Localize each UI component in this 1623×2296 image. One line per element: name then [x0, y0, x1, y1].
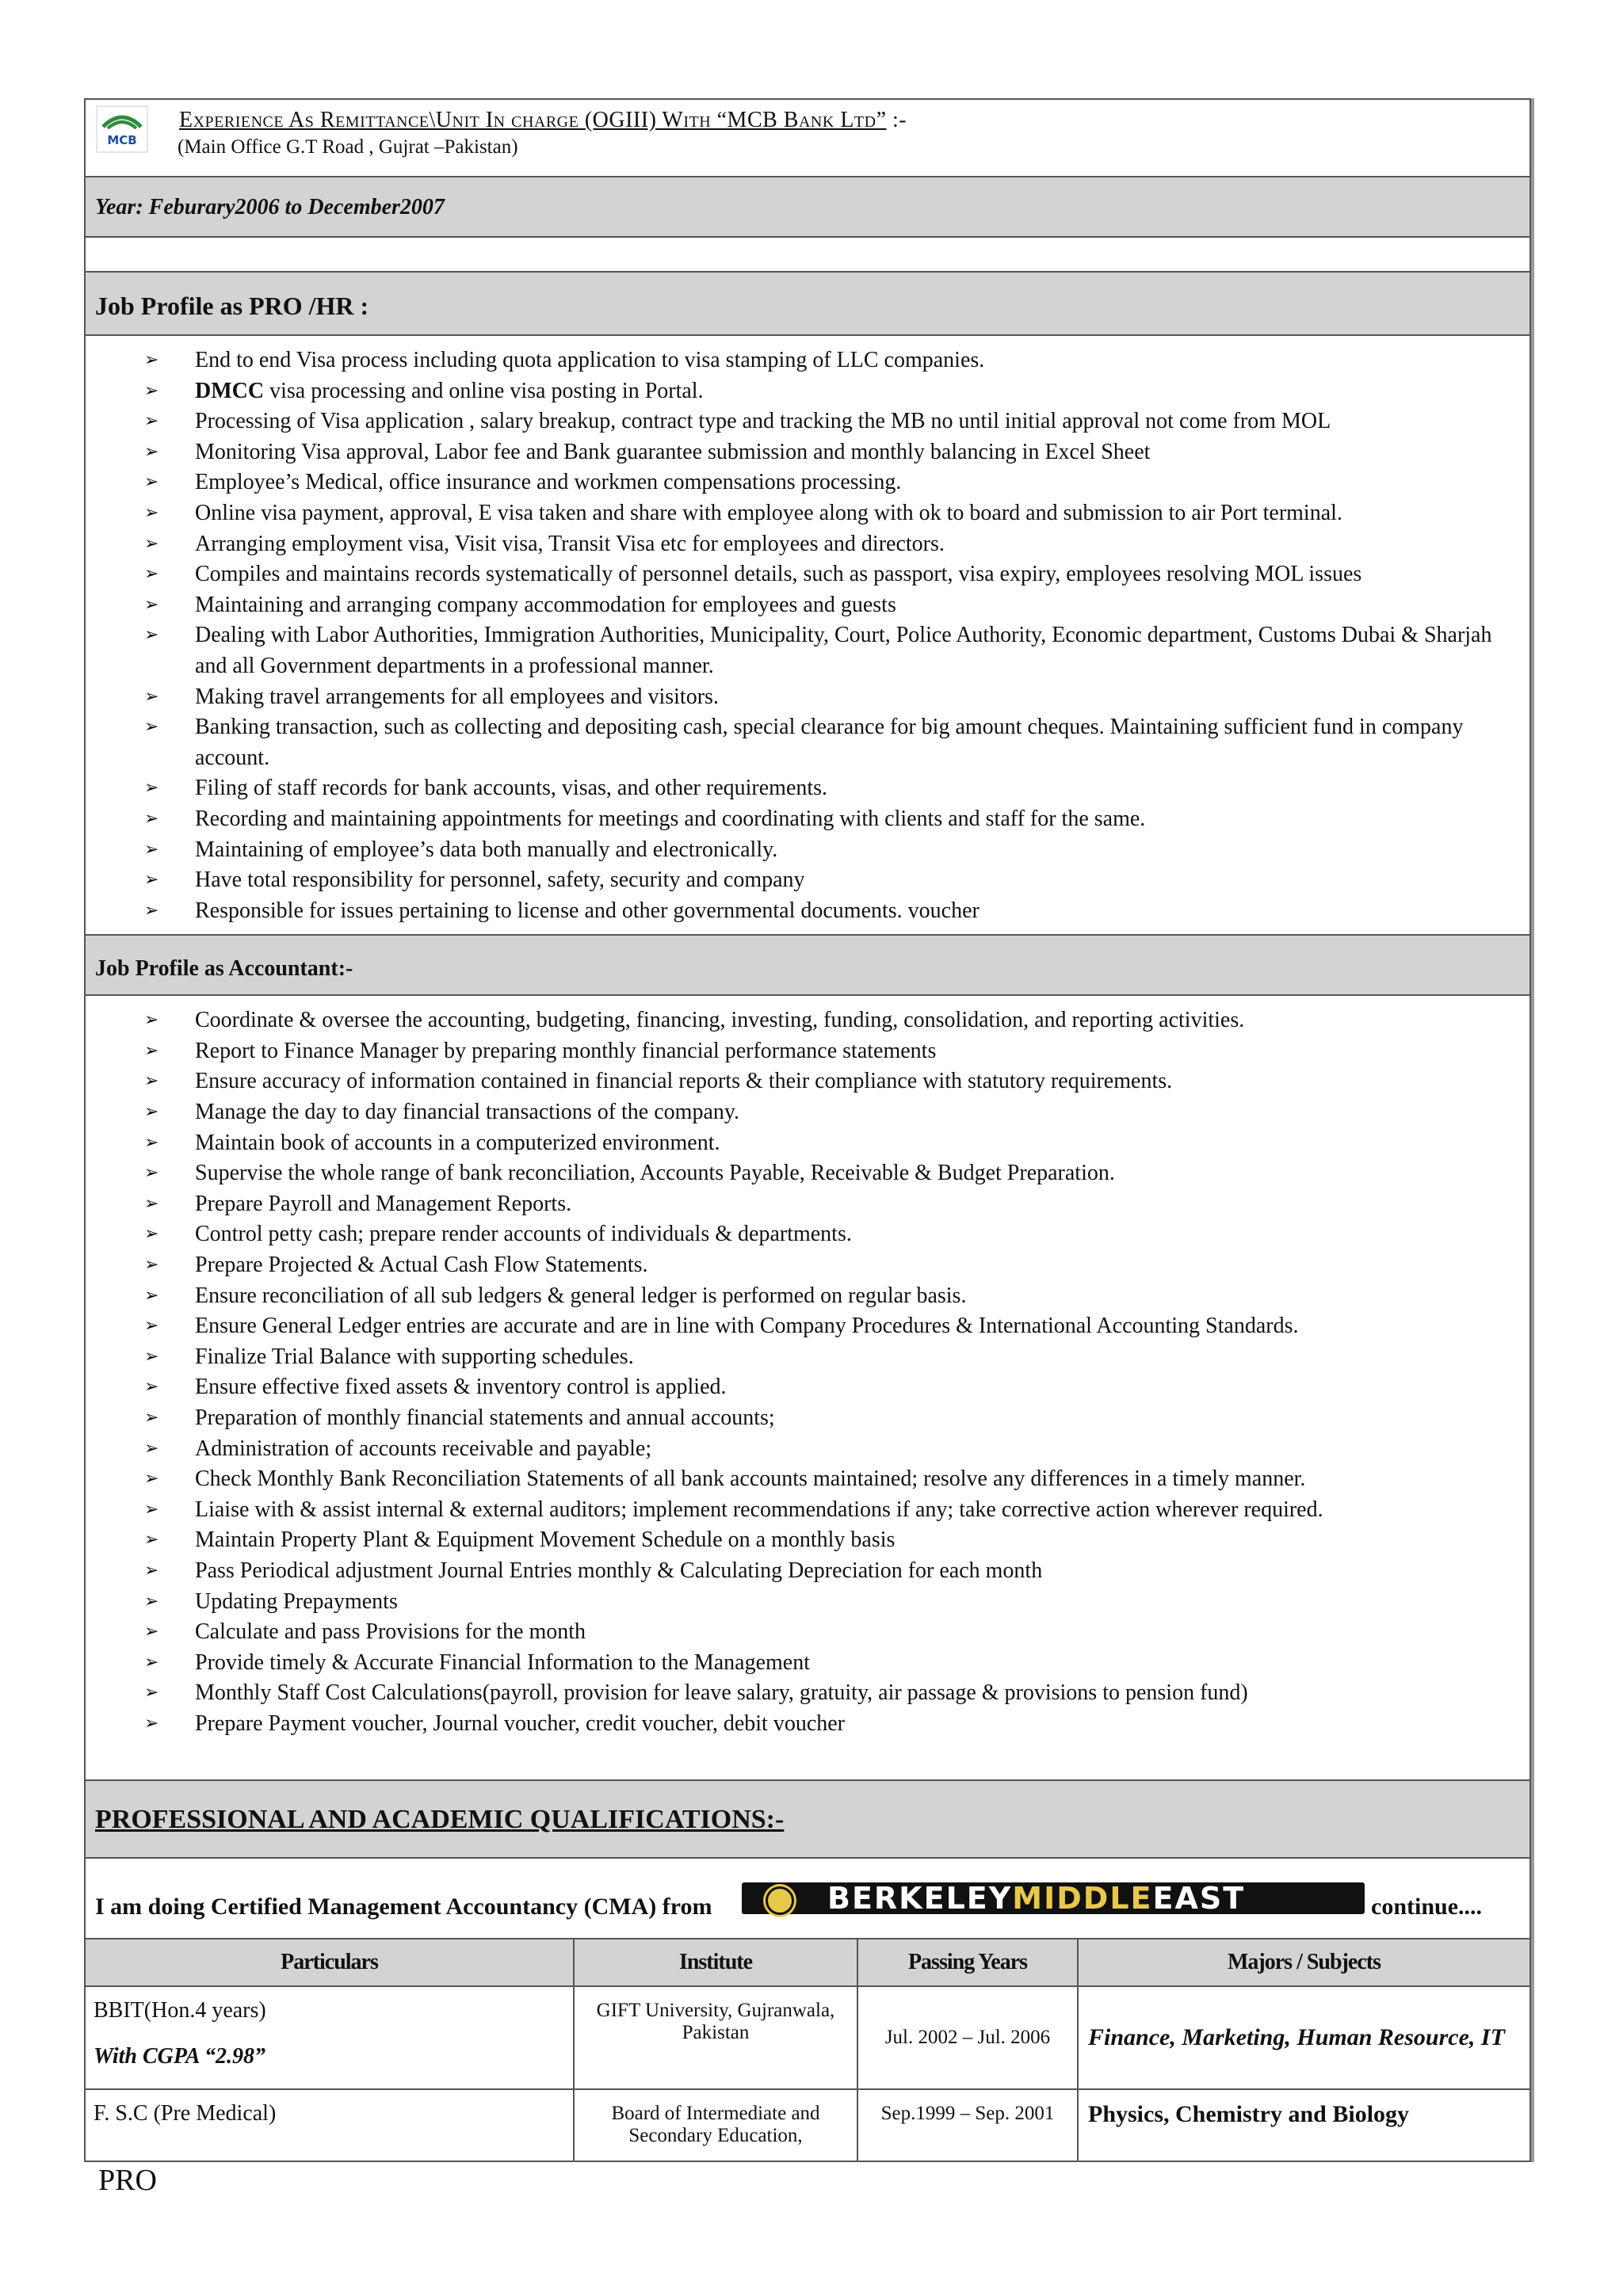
list-item: ➢ Liaise with & assist internal & external auditors; implement recommendations if any; take corrective action wherever required. — [86, 1495, 1514, 1526]
table-row — [86, 2089, 1529, 2161]
pro-hr-heading: Job Profile as PRO /HR : — [95, 292, 369, 320]
experience-title: Experience As Remittance\Unit In charge (OGIII) With “MCB Bank Ltd” :- — [179, 108, 907, 132]
list-item: ➢ Manage the day to day financial transactions of the company. — [86, 1097, 1514, 1128]
experience-header — [86, 100, 1529, 177]
pro-hr-list-row — [86, 336, 1529, 936]
table-row — [86, 1986, 1529, 2089]
list-item: ➢ Employee’s Medical, office insurance and workmen compensations processing. — [86, 467, 1514, 498]
list-item: ➢ Dealing with Labor Authorities, Immigration Authorities, Municipality, Court, Police Authority, Economic department, Customs Dubai & Sharjah and all Government departments in a professional manner. — [86, 620, 1514, 681]
list-item: ➢ Ensure General Ledger entries are accurate and are in line with Company Procedures & International Accounting Standards. — [86, 1311, 1514, 1342]
list-item: ➢ Banking transaction, such as collecting and depositing cash, special clearance for big amount cheques. Maintaining sufficient fund in company account. — [86, 712, 1514, 773]
cma-row — [86, 1859, 1529, 1938]
particular-cell: F. S.C (Pre Medical) — [86, 2089, 574, 2161]
list-item: ➢ Ensure effective fixed assets & inventory control is applied. — [86, 1372, 1514, 1403]
qualifications-heading: PROFESSIONAL AND ACADEMIC QUALIFICATIONS:- — [95, 1804, 785, 1834]
list-item: ➢ End to end Visa process including quota application to visa stamping of LLC companies. — [86, 345, 1514, 376]
particular-cell — [86, 1986, 574, 2089]
list-item: ➢ Prepare Payroll and Management Reports. — [86, 1189, 1514, 1220]
list-item: ➢ Maintain Property Plant & Equipment Movement Schedule on a monthly basis — [86, 1525, 1514, 1556]
list-item: ➢ Arranging employment visa, Visit visa, Transit Visa etc for employees and directors. — [86, 529, 1514, 560]
list-item: ➢ Ensure reconciliation of all sub ledgers & general ledger is performed on regular basis. — [86, 1281, 1514, 1312]
list-item: ➢ Recording and maintaining appointments for meetings and coordinating with clients and staff for the same. — [86, 804, 1514, 835]
list-item: ➢ Monitoring Visa approval, Labor fee and Bank guarantee submission and monthly balancing in Excel Sheet — [86, 437, 1514, 468]
footer-text: PRO — [98, 2164, 157, 2197]
list-item: ➢ Check Monthly Bank Reconciliation Statements of all bank accounts maintained; resolve any differences in a timely manner. — [86, 1464, 1514, 1495]
list-item: ➢ Finalize Trial Balance with supporting schedules. — [86, 1342, 1514, 1373]
pro-hr-heading-row — [86, 273, 1529, 336]
qualifications-heading-row — [86, 1781, 1529, 1859]
year-range: Year: Feburary2006 to December2007 — [95, 195, 445, 219]
resume-frame — [84, 98, 1531, 2162]
blank-row — [86, 238, 1529, 273]
list-item: ➢ Supervise the whole range of bank reconciliation, Accounts Payable, Receivable & Budget Preparation. — [86, 1158, 1514, 1189]
majors-cell: Physics, Chemistry and Biology — [1078, 2089, 1529, 2161]
list-item: ➢ Compiles and maintains records systematically of personnel details, such as passport, visa expiry, employees resolving MOL issues — [86, 559, 1514, 590]
list-item: ➢ Filing of staff records for bank accounts, visas, and other requirements. — [86, 773, 1514, 804]
list-item: ➢ Maintaining and arranging company accommodation for employees and guests — [86, 590, 1514, 621]
list-item: ➢ Making travel arrangements for all employees and visitors. — [86, 682, 1514, 713]
list-item: ➢ Online visa payment, approval, E visa taken and share with employee along with ok to board and submission to air Port terminal. — [86, 498, 1514, 529]
accountant-heading-row — [86, 936, 1529, 996]
berkeley-coin-icon — [766, 1886, 794, 1915]
accountant-list — [86, 996, 1529, 1747]
year-row — [86, 177, 1529, 238]
list-item: ➢ Monthly Staff Cost Calculations(payroll, provision for leave salary, gratuity, air passage & provisions to pension fund) — [86, 1678, 1514, 1709]
accountant-list-row — [86, 996, 1529, 1780]
list-item: ➢ Administration of accounts receivable and payable; — [86, 1434, 1514, 1465]
list-item: ➢ Calculate and pass Provisions for the month — [86, 1617, 1514, 1648]
years-cell: Sep.1999 – Sep. 2001 — [857, 2089, 1078, 2161]
list-item: ➢ Have total responsibility for personnel, safety, security and company — [86, 865, 1514, 896]
list-item: ➢ Ensure accuracy of information contained in financial reports & their compliance with statutory requirements. — [86, 1066, 1514, 1097]
cgpa: With CGPA “2.98” — [94, 2043, 266, 2069]
list-item: ➢ Provide timely & Accurate Financial Information to the Management — [86, 1648, 1514, 1679]
list-item: ➢ Maintaining of employee’s data both manually and electronically. — [86, 835, 1514, 866]
list-item: ➢ Maintain book of accounts in a computerized environment. — [86, 1128, 1514, 1159]
majors-cell: Finance, Marketing, Human Resource, IT — [1078, 1986, 1529, 2089]
table-header-row — [86, 1939, 1529, 1986]
svg-text:MCB: MCB — [107, 133, 137, 147]
list-item: ➢ Preparation of monthly financial statements and annual accounts; — [86, 1403, 1514, 1434]
column-header: Majors / Subjects — [1078, 1939, 1529, 1986]
institute-cell: GIFT University, Gujranwala, Pakistan — [574, 1986, 857, 2089]
cma-text: I am doing Certified Management Accountancy (CMA) from — [95, 1893, 712, 1920]
mcb-logo — [95, 105, 149, 154]
list-item: ➢ Control petty cash; prepare render accounts of individuals & departments. — [86, 1219, 1514, 1250]
list-item: ➢ Responsible for issues pertaining to license and other governmental documents. voucher — [86, 896, 1514, 927]
accountant-heading: Job Profile as Accountant:- — [95, 956, 353, 982]
degree-name: BBIT(Hon.4 years) — [94, 1997, 266, 2023]
column-header: Institute — [574, 1939, 857, 1986]
list-item: ➢ Pass Periodical adjustment Journal Entries monthly & Calculating Depreciation for each month — [86, 1556, 1514, 1587]
column-header: Particulars — [86, 1939, 574, 1986]
list-item: ➢ Prepare Payment voucher, Journal voucher, credit voucher, debit voucher — [86, 1709, 1514, 1740]
column-header: Passing Years — [857, 1939, 1078, 1986]
list-item: ➢ Updating Prepayments — [86, 1587, 1514, 1618]
list-item: ➢ Report to Finance Manager by preparing monthly financial performance statements — [86, 1036, 1514, 1067]
list-item: ➢ Prepare Projected & Actual Cash Flow Statements. — [86, 1250, 1514, 1281]
pro-hr-list — [86, 336, 1529, 934]
years-cell: Jul. 2002 – Jul. 2006 — [857, 1986, 1078, 2089]
list-item: ➢ Processing of Visa application , salary breakup, contract type and tracking the MB no until initial approval not come from MOL — [86, 406, 1514, 437]
cma-continue: continue.... — [1371, 1893, 1483, 1920]
qualifications-table — [86, 1938, 1529, 2161]
experience-location: (Main Office G.T Road , Gujrat –Pakistan) — [178, 136, 518, 158]
list-item: ➢ DMCC visa processing and online visa posting in Portal. — [86, 376, 1514, 407]
berkeley-middle-east-logo: BERKELEYMIDDLEEAST — [742, 1882, 1365, 1914]
list-item: ➢ Coordinate & oversee the accounting, budgeting, financing, investing, funding, consolidation, and reporting activities. — [86, 1005, 1514, 1036]
institute-cell: Board of Intermediate and Secondary Education, — [574, 2089, 857, 2161]
